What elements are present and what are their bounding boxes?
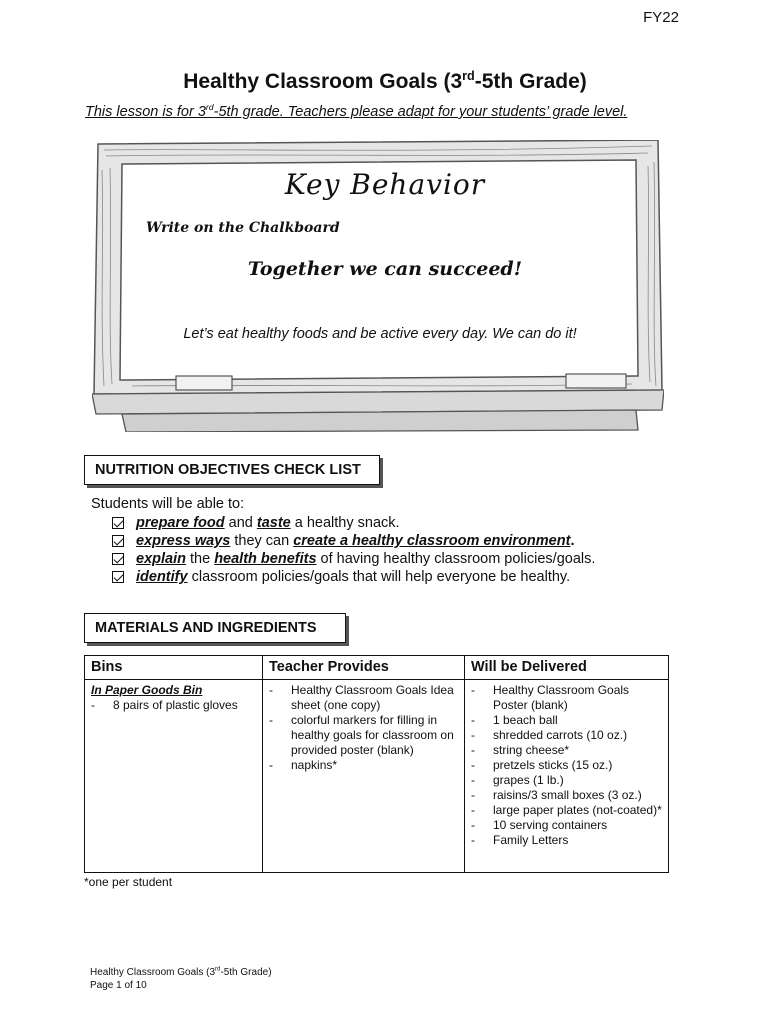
together-slogan: Together we can succeed! <box>247 258 523 280</box>
fiscal-year-label: FY22 <box>643 9 679 26</box>
column-header: Teacher Provides <box>263 656 464 680</box>
list-item: - 8 pairs of plastic gloves <box>91 698 238 712</box>
materials-table <box>84 655 669 873</box>
list-item: - napkins* <box>269 758 338 772</box>
column-header: Will be Delivered <box>465 656 668 680</box>
list-item: - colorful markers for filling in healthy goals for classroom on provided poster (blank) <box>269 713 454 757</box>
bins-column <box>85 656 263 872</box>
write-on-chalkboard-label: Write on the Chalkboard <box>146 220 340 236</box>
objective-item: explain the health benefits of having healthy classroom policies/goals. <box>112 550 595 568</box>
list-item: - Healthy Classroom Goals Poster (blank) <box>471 683 630 712</box>
column-header: Bins <box>85 656 262 680</box>
will-be-delivered-column <box>465 656 668 872</box>
materials-heading: MATERIALS AND INGREDIENTS <box>84 613 346 643</box>
grade-note: This lesson is for 3rd-5th grade. Teachers please adapt for your students’ grade level. <box>85 102 628 120</box>
page-footer <box>90 966 272 992</box>
bin-title: In Paper Goods Bin <box>91 683 203 697</box>
objective-item: prepare food and taste a healthy snack. <box>112 514 595 532</box>
page-number: Page 1 of 10 <box>90 980 147 991</box>
list-item: - Healthy Classroom Goals Idea sheet (one copy) <box>269 683 454 712</box>
checkbox-checked-icon <box>112 517 124 529</box>
objectives-list <box>112 514 595 586</box>
footnote: *one per student <box>84 875 173 889</box>
list-item: - 1 beach ball <box>471 713 558 727</box>
list-item: - pretzels sticks (15 oz.) <box>471 758 613 772</box>
checkbox-checked-icon <box>112 553 124 565</box>
list-item: - Family Letters <box>471 833 569 847</box>
list-item: - 10 serving containers <box>471 818 608 832</box>
list-item: - raisins/3 small boxes (3 oz.) <box>471 788 642 802</box>
list-item: - shredded carrots (10 oz.) <box>471 728 628 742</box>
teacher-provides-column <box>263 656 465 872</box>
checkbox-checked-icon <box>112 535 124 547</box>
checkbox-checked-icon <box>112 571 124 583</box>
list-item: - large paper plates (not-coated)* <box>471 803 662 817</box>
list-item: - string cheese* <box>471 743 570 757</box>
page-title: Healthy Classroom Goals (3rd-5th Grade) <box>183 69 587 93</box>
nutrition-objectives-heading: NUTRITION OBJECTIVES CHECK LIST <box>84 455 380 485</box>
key-behavior-heading: Key Behavior <box>284 168 486 201</box>
chalkboard-motto: Let’s eat healthy foods and be active every day. We can do it! <box>183 326 577 342</box>
footer-title: Healthy Classroom Goals (3rd-5th Grade) <box>90 966 272 978</box>
objective-item: identify classroom policies/goals that will help everyone be healthy. <box>112 568 595 586</box>
objective-item: express ways they can create a healthy classroom environment . <box>112 532 595 550</box>
objectives-intro: Students will be able to: <box>91 496 245 512</box>
list-item: - grapes (1 lb.) <box>471 773 564 787</box>
